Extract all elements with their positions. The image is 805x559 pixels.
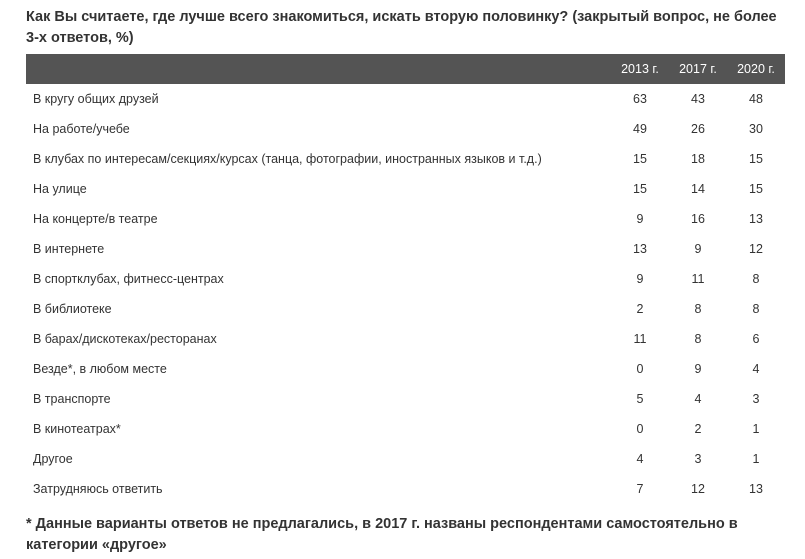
cell-2013: 4 (636, 452, 644, 466)
row-label: Другое (33, 452, 73, 466)
table-row (26, 384, 785, 414)
row-label: В интернете (33, 242, 105, 256)
cell-2017: 18 (691, 152, 705, 166)
table-row (26, 414, 785, 444)
cell-2020: 13 (749, 212, 763, 226)
row-label: На улице (33, 182, 87, 196)
cell-2017: 14 (691, 182, 705, 196)
cell-2017: 8 (694, 302, 702, 316)
header-cell-2013: 2013 г. (611, 54, 669, 84)
cell-2017: 9 (694, 242, 702, 256)
cell-2020: 4 (752, 362, 760, 376)
cell-2020: 3 (752, 392, 760, 406)
row-label: В кругу общих друзей (33, 92, 159, 106)
row-label: Затрудняюсь ответить (33, 482, 163, 496)
cell-2017: 8 (694, 332, 702, 346)
table-row (26, 144, 785, 174)
row-label: Везде*, в любом месте (33, 362, 167, 376)
cell-2013: 7 (636, 482, 644, 496)
table-row (26, 474, 785, 504)
row-label: В библиотеке (33, 302, 112, 316)
cell-2013: 2 (636, 302, 644, 316)
cell-2020: 1 (752, 452, 760, 466)
cell-2017: 16 (691, 212, 705, 226)
cell-2020: 8 (752, 302, 760, 316)
row-label: В кинотеатрах* (33, 422, 121, 436)
cell-2013: 9 (636, 272, 644, 286)
cell-2020: 1 (752, 422, 760, 436)
table-row (26, 324, 785, 354)
header-cell-2020: 2020 г. (727, 54, 785, 84)
cell-2017: 9 (694, 362, 702, 376)
header-cell-label (26, 54, 611, 84)
cell-2020: 48 (749, 92, 763, 106)
table-header-row (26, 54, 785, 84)
row-label: В спортклубах, фитнесс-центрах (33, 272, 224, 286)
cell-2013: 15 (633, 182, 647, 196)
row-label: В барах/дискотеках/ресторанах (33, 332, 217, 346)
cell-2013: 49 (633, 122, 647, 136)
cell-2013: 0 (636, 362, 644, 376)
cell-2013: 63 (633, 92, 647, 106)
table-row (26, 264, 785, 294)
cell-2017: 12 (691, 482, 705, 496)
cell-2017: 4 (694, 392, 702, 406)
cell-2020: 12 (749, 242, 763, 256)
cell-2020: 15 (749, 152, 763, 166)
cell-2020: 6 (752, 332, 760, 346)
table-row (26, 174, 785, 204)
cell-2017: 43 (691, 92, 705, 106)
cell-2020: 13 (749, 482, 763, 496)
cell-2013: 13 (633, 242, 647, 256)
survey-table (26, 54, 785, 504)
row-label: На концерте/в театре (33, 212, 158, 226)
cell-2013: 11 (633, 332, 647, 346)
cell-2013: 9 (636, 212, 644, 226)
table-row (26, 294, 785, 324)
header-cell-2017: 2017 г. (669, 54, 727, 84)
cell-2017: 26 (691, 122, 705, 136)
row-label: В клубах по интересам/секциях/курсах (танца, фотографии, иностранных языков и т.д.) (33, 152, 542, 166)
table-row (26, 114, 785, 144)
cell-2013: 5 (636, 392, 644, 406)
table-row (26, 234, 785, 264)
cell-2020: 8 (752, 272, 760, 286)
cell-2020: 15 (749, 182, 763, 196)
cell-2017: 3 (694, 452, 702, 466)
cell-2020: 30 (749, 122, 763, 136)
table-row (26, 84, 785, 114)
cell-2013: 0 (636, 422, 644, 436)
table-row (26, 204, 785, 234)
table-row (26, 444, 785, 474)
row-label: На работе/учебе (33, 122, 130, 136)
table-row (26, 354, 785, 384)
footnote: * Данные варианты ответов не предлагались, в 2017 г. названы респондентами самостоятельно в категории «другое» (26, 516, 738, 553)
cell-2017: 2 (694, 422, 702, 436)
cell-2013: 15 (633, 152, 647, 166)
row-label: В транспорте (33, 392, 111, 406)
cell-2017: 11 (691, 272, 705, 286)
page-title: Как Вы считаете, где лучше всего знакомиться, искать вторую половинку? (закрытый вопрос, не более 3-х ответов, %) (26, 9, 777, 46)
